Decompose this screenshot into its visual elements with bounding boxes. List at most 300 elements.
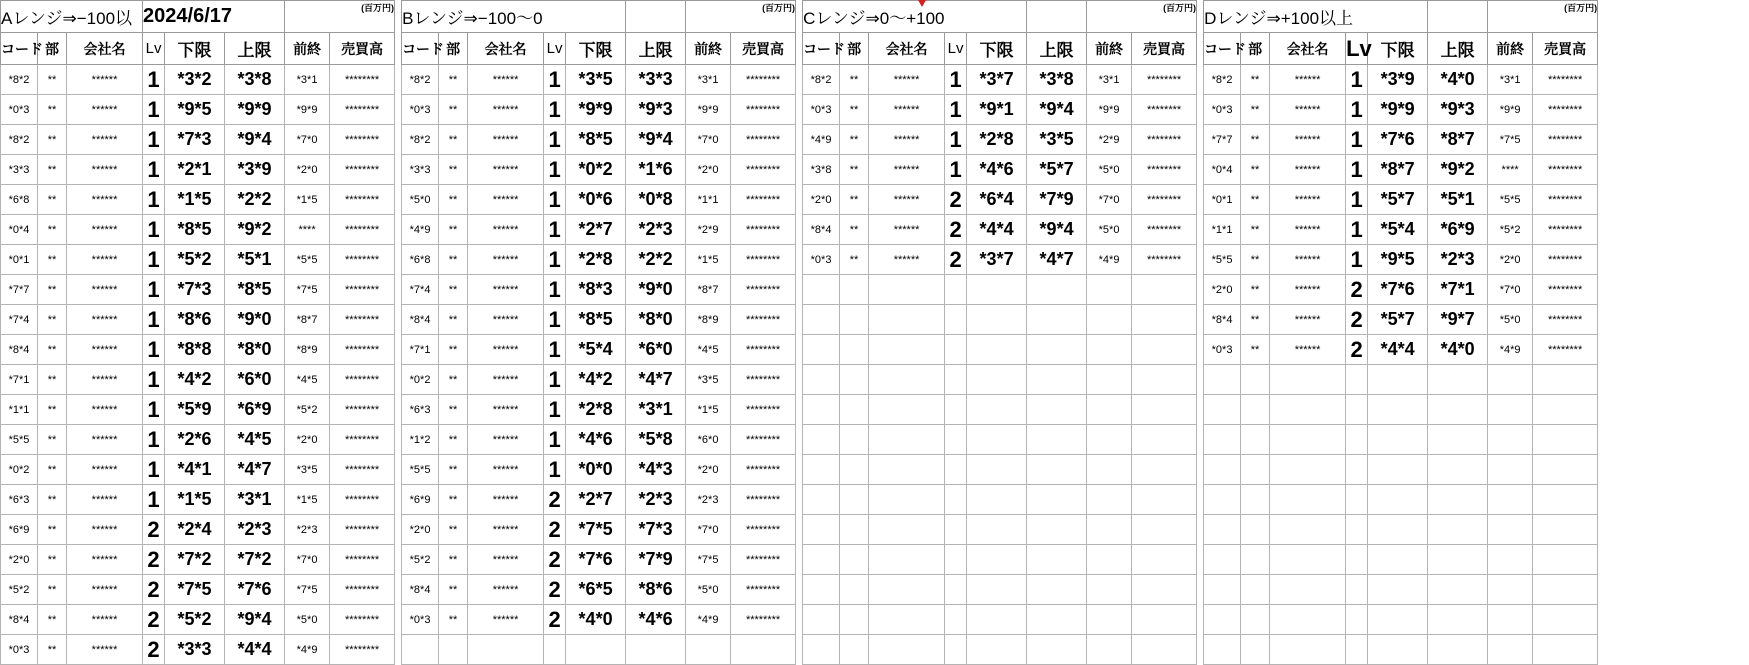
empty-cell[interactable]	[1027, 335, 1087, 365]
company-cell[interactable]: ******	[468, 305, 544, 335]
empty-cell[interactable]	[840, 485, 869, 515]
lv-cell[interactable]: 1	[544, 245, 566, 275]
dept-cell[interactable]: **	[38, 125, 67, 155]
empty-cell[interactable]	[967, 365, 1027, 395]
company-cell[interactable]: ******	[67, 125, 143, 155]
code-cell[interactable]: *5*5	[1204, 245, 1241, 275]
volume-cell[interactable]: ********	[731, 335, 796, 365]
code-cell[interactable]: *4*9	[402, 215, 439, 245]
empty-cell[interactable]	[1270, 395, 1346, 425]
dept-cell[interactable]: **	[1241, 125, 1270, 155]
code-cell[interactable]: *6*8	[1, 185, 38, 215]
dept-cell[interactable]: **	[840, 185, 869, 215]
volume-cell[interactable]: ********	[1132, 185, 1197, 215]
prev-close-cell[interactable]: *1*5	[686, 245, 731, 275]
lower-cell[interactable]: *3*5	[566, 65, 626, 95]
upper-cell[interactable]: *2*3	[626, 485, 686, 515]
volume-cell[interactable]: ********	[731, 605, 796, 635]
empty-cell[interactable]	[1027, 395, 1087, 425]
prev-close-cell[interactable]: *3*1	[1087, 65, 1132, 95]
company-cell[interactable]: ******	[869, 155, 945, 185]
empty-cell[interactable]	[1368, 485, 1428, 515]
dept-cell[interactable]: **	[38, 365, 67, 395]
code-cell[interactable]: *5*5	[402, 455, 439, 485]
lower-cell[interactable]: *3*9	[1368, 65, 1428, 95]
prev-close-cell[interactable]: *8*9	[285, 335, 330, 365]
lv-cell[interactable]: 1	[143, 155, 165, 185]
empty-cell[interactable]	[840, 545, 869, 575]
empty-cell[interactable]	[1027, 635, 1087, 665]
empty-cell[interactable]	[1027, 605, 1087, 635]
empty-cell[interactable]	[1241, 635, 1270, 665]
lower-cell[interactable]: *8*3	[566, 275, 626, 305]
company-cell[interactable]: ******	[67, 65, 143, 95]
dept-cell[interactable]: **	[439, 185, 468, 215]
lv-cell[interactable]: 2	[544, 575, 566, 605]
prev-close-cell[interactable]: *3*1	[285, 65, 330, 95]
lv-cell[interactable]: 1	[1346, 185, 1368, 215]
code-cell[interactable]: *1*1	[1204, 215, 1241, 245]
upper-cell[interactable]: *2*3	[225, 515, 285, 545]
company-cell[interactable]: ******	[869, 95, 945, 125]
company-cell[interactable]: ******	[67, 335, 143, 365]
empty-cell[interactable]	[439, 635, 468, 665]
lower-cell[interactable]: *2*8	[967, 125, 1027, 155]
lower-cell[interactable]: *6*5	[566, 575, 626, 605]
lv-cell[interactable]: 1	[544, 335, 566, 365]
prev-close-cell[interactable]: *8*9	[686, 305, 731, 335]
empty-cell[interactable]	[1346, 575, 1368, 605]
upper-cell[interactable]: *9*0	[225, 305, 285, 335]
lv-cell[interactable]: 1	[544, 125, 566, 155]
blank-cell[interactable]	[626, 1, 686, 33]
company-cell[interactable]: ******	[468, 515, 544, 545]
lv-cell[interactable]: 2	[544, 605, 566, 635]
dept-cell[interactable]: **	[840, 215, 869, 245]
upper-cell[interactable]: *9*4	[225, 605, 285, 635]
dept-cell[interactable]: **	[38, 575, 67, 605]
code-cell[interactable]: *0*1	[1, 245, 38, 275]
dept-cell[interactable]: **	[1241, 335, 1270, 365]
empty-cell[interactable]	[869, 335, 945, 365]
company-cell[interactable]: ******	[468, 275, 544, 305]
lower-cell[interactable]: *4*0	[566, 605, 626, 635]
empty-cell[interactable]	[1204, 395, 1241, 425]
company-cell[interactable]: ******	[67, 95, 143, 125]
company-cell[interactable]: ******	[1270, 215, 1346, 245]
empty-cell[interactable]	[1428, 635, 1488, 665]
volume-cell[interactable]: ********	[1533, 95, 1598, 125]
lower-cell[interactable]: *8*5	[165, 215, 225, 245]
dept-cell[interactable]: **	[1241, 215, 1270, 245]
empty-cell[interactable]	[1087, 605, 1132, 635]
code-cell[interactable]: *8*4	[402, 305, 439, 335]
lower-cell[interactable]: *8*5	[566, 125, 626, 155]
company-cell[interactable]: ******	[468, 65, 544, 95]
upper-cell[interactable]: *9*4	[1027, 95, 1087, 125]
lv-cell[interactable]: 1	[143, 455, 165, 485]
empty-cell[interactable]	[686, 635, 731, 665]
empty-cell[interactable]	[566, 635, 626, 665]
dept-cell[interactable]: **	[1241, 95, 1270, 125]
empty-cell[interactable]	[1533, 575, 1598, 605]
empty-cell[interactable]	[1533, 605, 1598, 635]
volume-cell[interactable]: ********	[330, 485, 395, 515]
volume-cell[interactable]: ********	[731, 365, 796, 395]
volume-cell[interactable]: ********	[330, 215, 395, 245]
empty-cell[interactable]	[1204, 515, 1241, 545]
empty-cell[interactable]	[1241, 575, 1270, 605]
prev-close-cell[interactable]: *9*9	[1087, 95, 1132, 125]
dept-cell[interactable]: **	[38, 425, 67, 455]
empty-cell[interactable]	[1368, 575, 1428, 605]
empty-cell[interactable]	[1132, 635, 1197, 665]
prev-close-cell[interactable]: *2*3	[686, 485, 731, 515]
volume-cell[interactable]: ********	[330, 305, 395, 335]
upper-cell[interactable]: *5*7	[1027, 155, 1087, 185]
lv-cell[interactable]: 1	[1346, 215, 1368, 245]
dept-cell[interactable]: **	[439, 65, 468, 95]
code-cell[interactable]: *8*2	[1, 65, 38, 95]
empty-cell[interactable]	[1087, 455, 1132, 485]
code-cell[interactable]: *0*3	[1, 635, 38, 665]
lv-cell[interactable]: 1	[945, 95, 967, 125]
empty-cell[interactable]	[869, 305, 945, 335]
lower-cell[interactable]: *4*1	[165, 455, 225, 485]
empty-cell[interactable]	[803, 545, 840, 575]
prev-close-cell[interactable]: *5*0	[285, 605, 330, 635]
prev-close-cell[interactable]: ****	[1488, 155, 1533, 185]
empty-cell[interactable]	[1204, 575, 1241, 605]
dept-cell[interactable]: **	[38, 485, 67, 515]
dept-cell[interactable]: **	[840, 125, 869, 155]
lv-cell[interactable]: 2	[143, 635, 165, 665]
code-cell[interactable]: *0*3	[1, 95, 38, 125]
code-cell[interactable]: *7*4	[402, 275, 439, 305]
company-cell[interactable]: ******	[468, 365, 544, 395]
dept-cell[interactable]: **	[1241, 245, 1270, 275]
empty-cell[interactable]	[840, 275, 869, 305]
empty-cell[interactable]	[869, 605, 945, 635]
lower-cell[interactable]: *9*9	[1368, 95, 1428, 125]
upper-cell[interactable]: *9*9	[225, 95, 285, 125]
empty-cell[interactable]	[1488, 635, 1533, 665]
upper-cell[interactable]: *5*1	[1428, 185, 1488, 215]
company-cell[interactable]: ******	[1270, 275, 1346, 305]
company-cell[interactable]: ******	[869, 185, 945, 215]
volume-cell[interactable]: ********	[330, 245, 395, 275]
volume-cell[interactable]: ********	[1533, 215, 1598, 245]
empty-cell[interactable]	[1346, 425, 1368, 455]
upper-cell[interactable]: *7*9	[1027, 185, 1087, 215]
code-cell[interactable]: *5*0	[402, 185, 439, 215]
upper-cell[interactable]: *5*8	[626, 425, 686, 455]
upper-cell[interactable]: *4*0	[1428, 65, 1488, 95]
lv-cell[interactable]: 1	[544, 185, 566, 215]
volume-cell[interactable]: ********	[330, 125, 395, 155]
empty-cell[interactable]	[803, 485, 840, 515]
dept-cell[interactable]: **	[439, 305, 468, 335]
prev-close-cell[interactable]: ****	[285, 215, 330, 245]
empty-cell[interactable]	[840, 515, 869, 545]
company-cell[interactable]: ******	[468, 485, 544, 515]
lv-cell[interactable]: 1	[945, 155, 967, 185]
prev-close-cell[interactable]: *9*9	[285, 95, 330, 125]
empty-cell[interactable]	[1346, 545, 1368, 575]
prev-close-cell[interactable]: *1*1	[686, 185, 731, 215]
empty-cell[interactable]	[1087, 575, 1132, 605]
empty-cell[interactable]	[1346, 395, 1368, 425]
prev-close-cell[interactable]: *9*9	[1488, 95, 1533, 125]
code-cell[interactable]: *8*4	[1204, 305, 1241, 335]
lower-cell[interactable]: *2*7	[566, 215, 626, 245]
volume-cell[interactable]: ********	[731, 305, 796, 335]
empty-cell[interactable]	[1533, 545, 1598, 575]
lv-cell[interactable]: 2	[1346, 275, 1368, 305]
empty-cell[interactable]	[803, 305, 840, 335]
empty-cell[interactable]	[869, 485, 945, 515]
lv-cell[interactable]: 2	[945, 185, 967, 215]
code-cell[interactable]: *8*2	[1, 125, 38, 155]
lower-cell[interactable]: *4*6	[967, 155, 1027, 185]
upper-cell[interactable]: *4*7	[1027, 245, 1087, 275]
prev-close-cell[interactable]: *6*0	[686, 425, 731, 455]
lv-cell[interactable]: 1	[544, 425, 566, 455]
empty-cell[interactable]	[1533, 635, 1598, 665]
empty-cell[interactable]	[869, 545, 945, 575]
volume-cell[interactable]: ********	[731, 455, 796, 485]
empty-cell[interactable]	[1087, 635, 1132, 665]
lv-cell[interactable]: 1	[143, 275, 165, 305]
prev-close-cell[interactable]: *4*9	[1087, 245, 1132, 275]
dept-cell[interactable]: **	[38, 65, 67, 95]
volume-cell[interactable]: ********	[330, 95, 395, 125]
code-cell[interactable]: *3*3	[402, 155, 439, 185]
empty-cell[interactable]	[840, 575, 869, 605]
dept-cell[interactable]: **	[439, 275, 468, 305]
code-cell[interactable]: *8*4	[402, 575, 439, 605]
empty-cell[interactable]	[626, 635, 686, 665]
empty-cell[interactable]	[1270, 545, 1346, 575]
code-cell[interactable]: *0*4	[1204, 155, 1241, 185]
empty-cell[interactable]	[1368, 545, 1428, 575]
empty-cell[interactable]	[945, 275, 967, 305]
upper-cell[interactable]: *3*9	[225, 155, 285, 185]
empty-cell[interactable]	[1488, 515, 1533, 545]
prev-close-cell[interactable]: *7*0	[285, 545, 330, 575]
empty-cell[interactable]	[945, 485, 967, 515]
prev-close-cell[interactable]: *7*0	[1087, 185, 1132, 215]
company-cell[interactable]: ******	[67, 515, 143, 545]
prev-close-cell[interactable]: *5*5	[285, 245, 330, 275]
lower-cell[interactable]: *7*5	[165, 575, 225, 605]
company-cell[interactable]: ******	[869, 215, 945, 245]
volume-cell[interactable]: ********	[1533, 245, 1598, 275]
empty-cell[interactable]	[1270, 485, 1346, 515]
dept-cell[interactable]: **	[439, 455, 468, 485]
dept-cell[interactable]: **	[439, 365, 468, 395]
volume-cell[interactable]: ********	[1533, 185, 1598, 215]
code-cell[interactable]: *1*1	[1, 395, 38, 425]
lower-cell[interactable]: *8*7	[1368, 155, 1428, 185]
lower-cell[interactable]: *5*2	[165, 605, 225, 635]
empty-cell[interactable]	[1488, 455, 1533, 485]
lower-cell[interactable]: *3*2	[165, 65, 225, 95]
company-cell[interactable]: ******	[468, 455, 544, 485]
dept-cell[interactable]: **	[38, 185, 67, 215]
lower-cell[interactable]: *2*8	[566, 395, 626, 425]
upper-cell[interactable]: *2*2	[626, 245, 686, 275]
lower-cell[interactable]: *0*0	[566, 455, 626, 485]
dept-cell[interactable]: **	[38, 605, 67, 635]
empty-cell[interactable]	[840, 425, 869, 455]
upper-cell[interactable]: *7*9	[626, 545, 686, 575]
upper-cell[interactable]: *4*0	[1428, 335, 1488, 365]
empty-cell[interactable]	[1087, 545, 1132, 575]
dept-cell[interactable]: **	[439, 545, 468, 575]
empty-cell[interactable]	[1132, 335, 1197, 365]
volume-cell[interactable]: ********	[330, 395, 395, 425]
code-cell[interactable]: *0*2	[1, 455, 38, 485]
volume-cell[interactable]: ********	[1132, 215, 1197, 245]
empty-cell[interactable]	[945, 605, 967, 635]
dept-cell[interactable]: **	[38, 545, 67, 575]
empty-cell[interactable]	[1087, 515, 1132, 545]
empty-cell[interactable]	[1204, 635, 1241, 665]
empty-cell[interactable]	[945, 575, 967, 605]
empty-cell[interactable]	[803, 395, 840, 425]
code-cell[interactable]: *6*9	[402, 485, 439, 515]
empty-cell[interactable]	[803, 365, 840, 395]
code-cell[interactable]: *7*1	[402, 335, 439, 365]
company-cell[interactable]: ******	[67, 275, 143, 305]
empty-cell[interactable]	[1368, 515, 1428, 545]
prev-close-cell[interactable]: *4*5	[285, 365, 330, 395]
dept-cell[interactable]: **	[439, 515, 468, 545]
empty-cell[interactable]	[967, 335, 1027, 365]
company-cell[interactable]: ******	[468, 125, 544, 155]
prev-close-cell[interactable]: *2*0	[686, 155, 731, 185]
empty-cell[interactable]	[1270, 635, 1346, 665]
empty-cell[interactable]	[1428, 605, 1488, 635]
empty-cell[interactable]	[869, 515, 945, 545]
empty-cell[interactable]	[803, 455, 840, 485]
prev-close-cell[interactable]: *8*7	[285, 305, 330, 335]
empty-cell[interactable]	[1204, 605, 1241, 635]
company-cell[interactable]: ******	[1270, 125, 1346, 155]
dept-cell[interactable]: **	[38, 245, 67, 275]
empty-cell[interactable]	[1488, 485, 1533, 515]
lower-cell[interactable]: *7*6	[566, 545, 626, 575]
prev-close-cell[interactable]: *1*5	[285, 485, 330, 515]
empty-cell[interactable]	[803, 335, 840, 365]
empty-cell[interactable]	[945, 635, 967, 665]
upper-cell[interactable]: *3*8	[1027, 65, 1087, 95]
empty-cell[interactable]	[1132, 545, 1197, 575]
empty-cell[interactable]	[803, 605, 840, 635]
empty-cell[interactable]	[1488, 605, 1533, 635]
code-cell[interactable]: *5*2	[402, 545, 439, 575]
code-cell[interactable]: *8*4	[803, 215, 840, 245]
prev-close-cell[interactable]: *1*5	[285, 185, 330, 215]
empty-cell[interactable]	[869, 575, 945, 605]
lv-cell[interactable]: 1	[544, 155, 566, 185]
lower-cell[interactable]: *4*2	[566, 365, 626, 395]
upper-cell[interactable]: *3*1	[626, 395, 686, 425]
dept-cell[interactable]: **	[439, 605, 468, 635]
upper-cell[interactable]: *2*3	[1428, 245, 1488, 275]
company-cell[interactable]: ******	[1270, 155, 1346, 185]
lower-cell[interactable]: *9*9	[566, 95, 626, 125]
empty-cell[interactable]	[1241, 605, 1270, 635]
code-cell[interactable]: *8*4	[1, 605, 38, 635]
lv-cell[interactable]: 1	[143, 395, 165, 425]
lv-cell[interactable]: 1	[544, 215, 566, 245]
empty-cell[interactable]	[1204, 545, 1241, 575]
code-cell[interactable]: *7*7	[1, 275, 38, 305]
lower-cell[interactable]: *4*6	[566, 425, 626, 455]
dept-cell[interactable]: **	[1241, 185, 1270, 215]
volume-cell[interactable]: ********	[1533, 305, 1598, 335]
volume-cell[interactable]: ********	[1533, 155, 1598, 185]
upper-cell[interactable]: *8*7	[1428, 125, 1488, 155]
empty-cell[interactable]	[1027, 305, 1087, 335]
empty-cell[interactable]	[1132, 395, 1197, 425]
lower-cell[interactable]: *9*5	[165, 95, 225, 125]
code-cell[interactable]: *6*3	[402, 395, 439, 425]
prev-close-cell[interactable]: *7*0	[686, 515, 731, 545]
empty-cell[interactable]	[1428, 425, 1488, 455]
empty-cell[interactable]	[1270, 365, 1346, 395]
empty-cell[interactable]	[869, 275, 945, 305]
prev-close-cell[interactable]: *2*0	[285, 155, 330, 185]
lower-cell[interactable]: *4*4	[967, 215, 1027, 245]
lv-cell[interactable]: 2	[143, 545, 165, 575]
code-cell[interactable]: *6*3	[1, 485, 38, 515]
lv-cell[interactable]: 2	[544, 515, 566, 545]
dept-cell[interactable]: **	[840, 65, 869, 95]
prev-close-cell[interactable]: *1*5	[686, 395, 731, 425]
empty-cell[interactable]	[1027, 455, 1087, 485]
empty-cell[interactable]	[1241, 455, 1270, 485]
volume-cell[interactable]: ********	[1132, 125, 1197, 155]
upper-cell[interactable]: *9*4	[225, 125, 285, 155]
company-cell[interactable]: ******	[468, 95, 544, 125]
empty-cell[interactable]	[1346, 605, 1368, 635]
prev-close-cell[interactable]: *7*0	[1488, 275, 1533, 305]
empty-cell[interactable]	[1132, 455, 1197, 485]
empty-cell[interactable]	[1488, 365, 1533, 395]
prev-close-cell[interactable]: *7*5	[285, 575, 330, 605]
empty-cell[interactable]	[731, 635, 796, 665]
company-cell[interactable]: ******	[67, 575, 143, 605]
volume-cell[interactable]: ********	[731, 125, 796, 155]
volume-cell[interactable]: ********	[731, 155, 796, 185]
empty-cell[interactable]	[468, 635, 544, 665]
code-cell[interactable]: *0*2	[402, 365, 439, 395]
empty-cell[interactable]	[1428, 365, 1488, 395]
upper-cell[interactable]: *9*3	[1428, 95, 1488, 125]
company-cell[interactable]: ******	[1270, 305, 1346, 335]
dept-cell[interactable]: **	[38, 305, 67, 335]
lower-cell[interactable]: *5*7	[1368, 305, 1428, 335]
dept-cell[interactable]: **	[439, 485, 468, 515]
prev-close-cell[interactable]: *5*0	[686, 575, 731, 605]
prev-close-cell[interactable]: *4*9	[686, 605, 731, 635]
company-cell[interactable]: ******	[67, 605, 143, 635]
empty-cell[interactable]	[1241, 395, 1270, 425]
volume-cell[interactable]: ********	[731, 575, 796, 605]
